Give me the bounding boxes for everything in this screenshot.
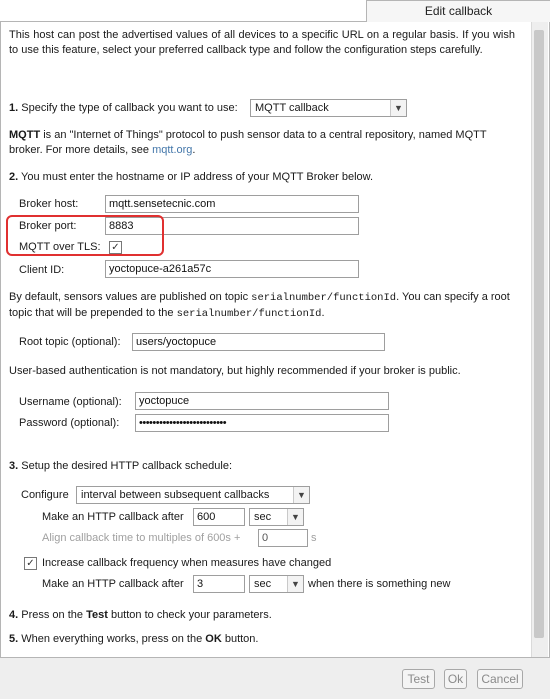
step5-pre: When everything works, press on the xyxy=(21,633,206,645)
step5-post: button. xyxy=(221,633,259,645)
root-topic-label: Root topic (optional): xyxy=(19,336,121,348)
topic-info xyxy=(9,290,515,322)
configure-value: interval between subsequent callbacks xyxy=(81,489,270,501)
mqtt-bold: MQTT xyxy=(9,129,41,141)
checkmark-icon: ✓ xyxy=(111,242,120,253)
broker-host-label: Broker host: xyxy=(19,198,79,210)
intro-text: This host can post the advertised values of all devices to a specific URL on a regular basis. If you wish to use this feature, select your preferred callback type and follow the configuration steps carefully. xyxy=(9,29,515,56)
step3-label xyxy=(9,459,232,474)
vertical-scrollbar[interactable] xyxy=(531,22,548,657)
frequency-suffix: when there is something new xyxy=(308,578,451,590)
callback-type-value: MQTT callback xyxy=(255,102,329,114)
step2-num: 2. xyxy=(9,171,19,183)
step2-label xyxy=(9,170,373,185)
step1-text: Specify the type of callback you want to use: xyxy=(21,102,238,114)
username-input[interactable] xyxy=(135,392,389,410)
password-label: Password (optional): xyxy=(19,417,120,429)
frequency-input[interactable] xyxy=(193,575,245,593)
checkmark-icon: ✓ xyxy=(26,558,35,569)
increase-label: Increase callback frequency when measures have changed xyxy=(42,557,332,569)
chevron-down-icon: ▼ xyxy=(390,100,406,116)
client-id-label: Client ID: xyxy=(19,264,65,276)
configure-label: Configure xyxy=(21,489,69,501)
step4-pre: Press on the xyxy=(21,609,87,621)
configure-select[interactable] xyxy=(76,486,310,504)
root-topic-input[interactable] xyxy=(132,333,385,351)
topic-info-part3: . xyxy=(321,307,325,319)
frequency-unit-value: sec xyxy=(254,578,272,590)
topic-code-1: serialnumber/functionId xyxy=(251,292,397,304)
mqtt-info xyxy=(9,128,515,158)
cancel-button[interactable]: Cancel xyxy=(477,669,523,689)
tab-edit-callback[interactable]: Edit callback xyxy=(366,0,550,22)
client-id-input[interactable] xyxy=(105,260,359,278)
broker-port-label: Broker port: xyxy=(19,220,77,232)
step3-text: Setup the desired HTTP callback schedule: xyxy=(21,460,232,472)
increase-checkbox[interactable] xyxy=(24,557,37,570)
frequency-unit-select[interactable] xyxy=(249,575,304,593)
interval-input[interactable] xyxy=(193,508,245,526)
topic-info-part2: . You can specify a root topic that will be prepended to the xyxy=(9,291,510,319)
step2-text: You must enter the hostname or IP address of your MQTT Broker below. xyxy=(21,171,374,183)
dialog-footer xyxy=(0,657,550,699)
broker-host-input[interactable] xyxy=(105,195,359,213)
tls-label: MQTT over TLS: xyxy=(19,241,101,253)
make-callback-label: Make an HTTP callback after xyxy=(42,511,184,523)
auth-info: User-based authentication is not mandatory, but highly recommended if your broker is public. xyxy=(9,365,461,377)
step1-label xyxy=(9,101,238,116)
step4-num: 4. xyxy=(9,609,19,621)
chevron-down-icon: ▼ xyxy=(287,576,303,592)
align-input[interactable] xyxy=(258,529,308,547)
step4-label xyxy=(9,608,272,623)
align-label: Align callback time to multiples of 600s + xyxy=(42,532,241,544)
test-button[interactable]: Test xyxy=(402,669,435,689)
step5-bold: OK xyxy=(205,633,222,645)
highlight-box xyxy=(6,215,164,256)
mqtt-info-end: . xyxy=(192,144,196,156)
dialog-panel xyxy=(0,22,550,657)
step4-post: button to check your parameters. xyxy=(107,609,272,621)
interval-unit-select[interactable] xyxy=(249,508,304,526)
chevron-down-icon: ▼ xyxy=(287,509,303,525)
mqtt-org-link[interactable]: mqtt.org xyxy=(152,144,193,156)
make-callback-2-label: Make an HTTP callback after xyxy=(42,578,184,590)
scrollbar-thumb[interactable] xyxy=(534,30,544,638)
callback-type-select[interactable] xyxy=(250,99,407,117)
step3-num: 3. xyxy=(9,460,19,472)
password-input[interactable] xyxy=(135,414,389,432)
ok-button[interactable]: Ok xyxy=(444,669,467,689)
step5-label xyxy=(9,632,258,647)
mqtt-info-text: is an "Internet of Things" protocol to push sensor data to a central repository, named MQTT broker. For more details, see xyxy=(9,129,487,156)
interval-unit-value: sec xyxy=(254,511,272,523)
topic-info-part1: By default, sensors values are published on topic xyxy=(9,291,252,303)
tab-strip xyxy=(0,0,550,22)
align-unit: s xyxy=(311,532,317,544)
topic-code-2: serialnumber/functionId xyxy=(176,308,322,320)
step4-bold: Test xyxy=(86,609,108,621)
step1-num: 1. xyxy=(9,102,19,114)
username-label: Username (optional): xyxy=(19,396,122,408)
step5-num: 5. xyxy=(9,633,19,645)
chevron-down-icon: ▼ xyxy=(293,487,309,503)
